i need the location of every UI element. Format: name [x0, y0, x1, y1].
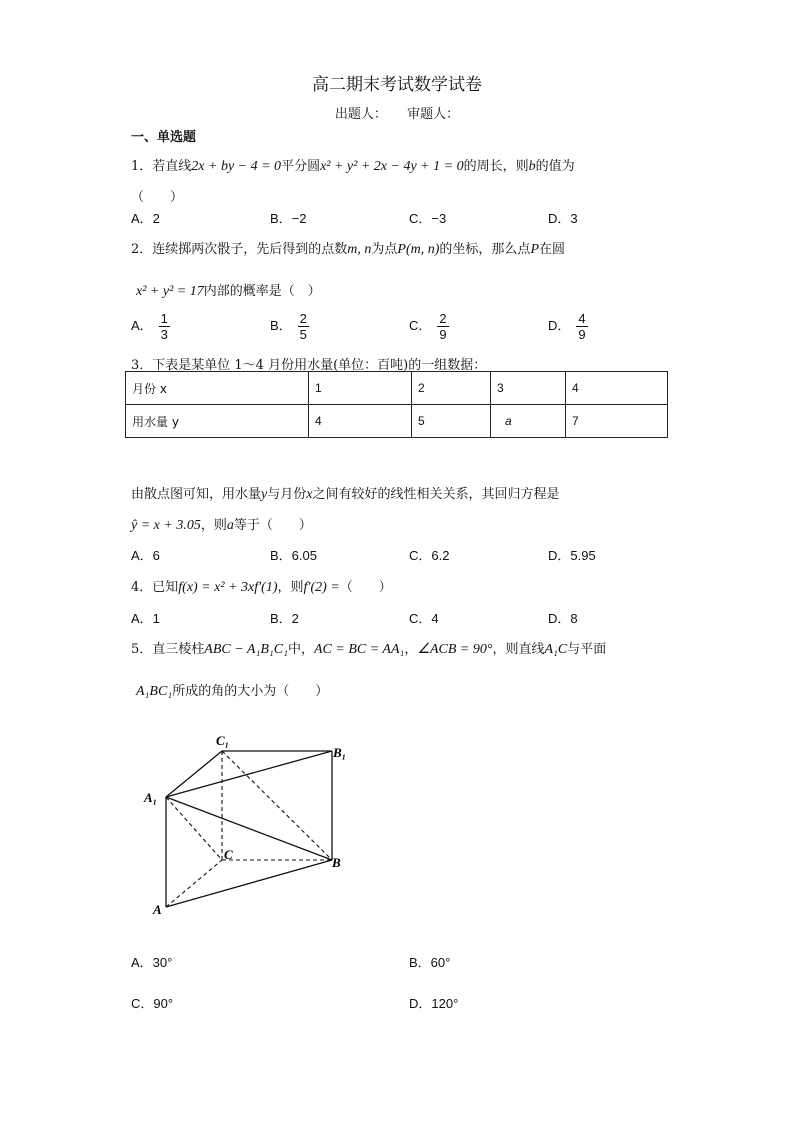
table-cell: a [491, 405, 566, 438]
q5-option-c: C．90° [131, 996, 174, 1011]
q5-text: 与平面 [567, 642, 607, 657]
table-row [126, 372, 668, 405]
question-3-body [131, 483, 559, 503]
q5-option-d: D．120° [409, 996, 459, 1011]
q1-text: 的值为 [535, 159, 575, 174]
q1-line-equation: 2x + by − 4 = 0 [191, 159, 282, 174]
q2-point: P(m, n) [397, 242, 440, 257]
q1-text: 平分圆 [281, 159, 321, 174]
q2-circle-equation: x² + y² = 17 [136, 284, 204, 299]
q3-option-d: D．5.95 [548, 548, 596, 563]
q3-option-b: B．6.05 [270, 548, 317, 563]
question-3-body-cont [131, 514, 312, 534]
label-c1: C₁ [216, 733, 230, 748]
q1-circle-equation: x² + y² + 2x − 4y + 1 = 0 [320, 159, 464, 174]
q2-text: 2．连续掷两次骰子，先后得到的点数 [131, 242, 348, 257]
q5-text: 所成的角的大小为（ ） [172, 684, 329, 699]
q3-var-x: x [306, 487, 313, 502]
q4-text: （ ） [339, 580, 392, 595]
q3-option-a: A．6 [131, 548, 160, 563]
page-title: 高二期末考试数学试卷 [312, 75, 482, 95]
edge-a-b [166, 860, 332, 907]
q1-option-c: C．−3 [409, 211, 447, 226]
q3-text: ，则 [200, 518, 227, 533]
q2-option-d: D． $\frac{4}{9}$ [548, 311, 586, 342]
q3-var-y: y [261, 487, 268, 502]
q5-text: ，则直线 [492, 642, 545, 657]
edge-a-c [166, 860, 222, 907]
reviewer-label: 审题人： [407, 107, 460, 122]
edge-a1-b1 [166, 751, 332, 797]
table-row [126, 405, 668, 438]
q3-option-c: C．6.2 [409, 548, 450, 563]
edge-c1-b [222, 751, 332, 860]
q2-option-b: B． $\frac{2}{5}$ [270, 311, 307, 342]
q4-option-c: C．4 [409, 611, 439, 626]
table-cell: 1 [309, 372, 412, 405]
q4-option-d: D．8 [548, 611, 578, 626]
q2-text: 为点 [371, 242, 398, 257]
q5-prism: ABC − A₁B₁C₁ [204, 642, 288, 657]
question-2-stem [131, 238, 565, 258]
edge-a1-c [166, 797, 222, 860]
q5-option-a: A．30° [131, 955, 173, 970]
question-4-stem [131, 576, 392, 596]
q2-point-name: P [530, 242, 539, 257]
q4-text: ，则 [277, 580, 304, 595]
table-row-header: 月份 x [126, 372, 309, 405]
label-a1: A₁ [144, 790, 158, 805]
q2-variables: m, n [347, 242, 372, 257]
table-cell: 4 [566, 372, 668, 405]
q4-derivative: f′(2) = [303, 580, 340, 595]
question-5-stem [131, 638, 606, 658]
setter-label: 出题人： [334, 107, 387, 122]
q3-text: 之间有较好的线性相关关系，其回归方程是 [312, 487, 560, 502]
table-row-header: 用水量 y [126, 405, 309, 438]
q2-text: 在圆 [539, 242, 566, 257]
q4-function: f(x) = x² + 3xf′(1) [178, 580, 278, 595]
question-5-stem-cont [136, 680, 328, 700]
table-cell: 5 [412, 405, 491, 438]
question-1-stem [131, 155, 575, 175]
q1-option-b: B．−2 [270, 211, 307, 226]
prism-figure [140, 725, 360, 920]
question-1-paren: （ ） [131, 190, 184, 205]
q5-option-b: B．60° [409, 955, 451, 970]
q5-plane: A₁BC₁ [136, 684, 173, 699]
label-b: B [332, 855, 341, 870]
q5-text: 中， [287, 642, 314, 657]
table-cell: 3 [491, 372, 566, 405]
q5-equal-edges: AC = BC = AA₁ [313, 642, 405, 657]
q3-text: 与月份 [267, 487, 307, 502]
table-cell: 2 [412, 372, 491, 405]
table-cell: 4 [309, 405, 412, 438]
q1-text: 的周长，则 [463, 159, 529, 174]
q3-text: 由散点图可知，用水量 [131, 487, 262, 502]
table-cell: 7 [566, 405, 668, 438]
exam-credits [0, 103, 794, 122]
q5-text: 5．直三棱柱 [131, 642, 205, 657]
q5-text: ， [404, 642, 418, 657]
q3-text: 等于（ ） [233, 518, 312, 533]
q4-option-b: B．2 [270, 611, 299, 626]
q5-angle: ∠ACB = 90° [417, 642, 493, 657]
q4-option-a: A．1 [131, 611, 160, 626]
water-usage-table [125, 371, 668, 438]
section-heading: 一、单选题 [131, 130, 197, 145]
q1-text: 1．若直线 [131, 159, 192, 174]
q2-text: 内部的概率是（ ） [203, 284, 321, 299]
q3-regression-equation: ŷ = x + 3.05 [131, 518, 201, 533]
q2-option-c: C． $\frac{2}{9}$ [409, 311, 447, 342]
q3-var-a: a [226, 518, 234, 533]
q4-text: 4．已知 [131, 580, 179, 595]
q1-option-d: D．3 [548, 211, 578, 226]
q2-option-a: A． $\frac{1}{3}$ [131, 311, 168, 342]
q1-option-a: A．2 [131, 211, 160, 226]
edge-a1-b [166, 797, 332, 860]
edge-a1-c1 [166, 751, 222, 797]
q1-variable: b [528, 159, 536, 174]
question-2-stem-cont [136, 280, 321, 300]
q5-line: A₁C [544, 642, 568, 657]
label-c: C [224, 847, 233, 862]
label-b1: B₁ [333, 745, 347, 760]
label-a: A [153, 902, 162, 917]
q2-text: 的坐标，那么点 [439, 242, 531, 257]
question-3-stem: 3．下表是某单位 1～4 月份用水量(单位：百吨)的一组数据： [131, 358, 487, 373]
